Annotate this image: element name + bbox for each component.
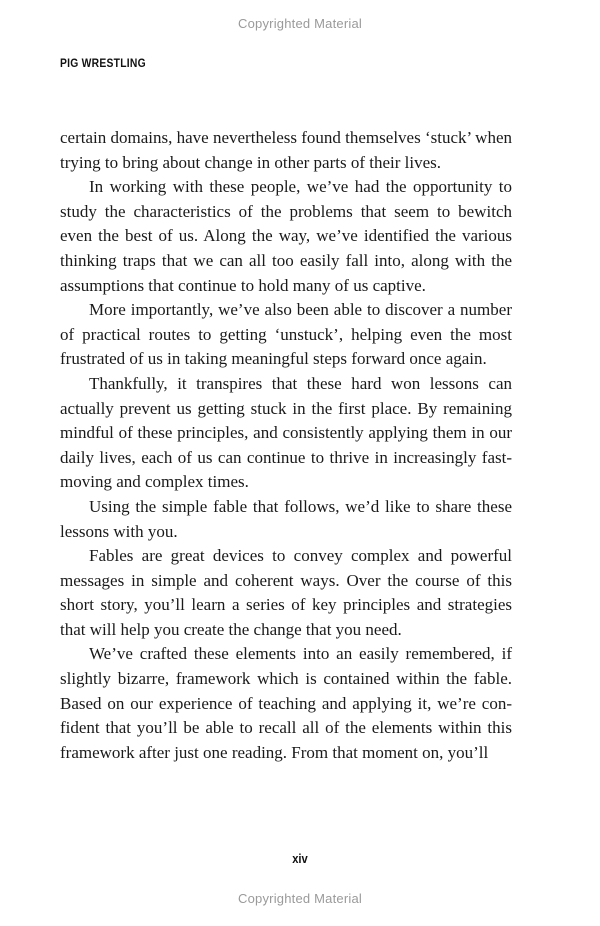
copyright-watermark-bottom: Copyrighted Material [238, 891, 362, 906]
paragraph-4: Thankfully, it transpires that these hard won lessons can actually prevent us getting stuck in the first place. By remaining mindful of these principles, and consistently applying them in our daily lives, each of us can continue to thrive in increasingly fast-moving and complex times. [60, 373, 512, 492]
body-text [60, 126, 512, 765]
copyright-watermark-top: Copyrighted Material [238, 16, 362, 31]
running-head: PIG WRESTLING [60, 56, 146, 70]
paragraph-1: certain domains, have nevertheless found themselves ‘stuck’ when trying to bring about change in other parts of their lives. [60, 128, 512, 172]
paragraph-5: Using the simple fable that follows, we’d like to share these lessons with you. [60, 496, 512, 541]
page-number: xiv [292, 851, 308, 866]
paragraph-3: More importantly, we’ve also been able to discover a number of practical routes to getting ‘unstuck’, helping even the most frustrated of us in taking meaningful steps forward once again. [60, 300, 512, 369]
paragraph-7: We’ve crafted these elements into an easily remembered, if slightly bizarre, framework which is contained within the fable. Based on our experience of teaching and applying it, we’re confident that you’ll be able to recall all of the elements within this framework after just one reading. From that moment on, you’ll [60, 644, 512, 762]
paragraph-2: In working with these people, we’ve had the opportunity to study the characteristics of the problems that seem to bewitch even the best of us. Along the way, we’ve identified the various thinking traps that we can all too easily fall into, along with the assumptions that continue to hold many of us captive. [60, 177, 512, 295]
paragraph-6: Fables are great devices to convey complex and powerful messages in simple and coherent ways. Over the course of this short story, you’ll learn a series of key principles and strategies that will help you create the change that you need. [60, 546, 512, 639]
